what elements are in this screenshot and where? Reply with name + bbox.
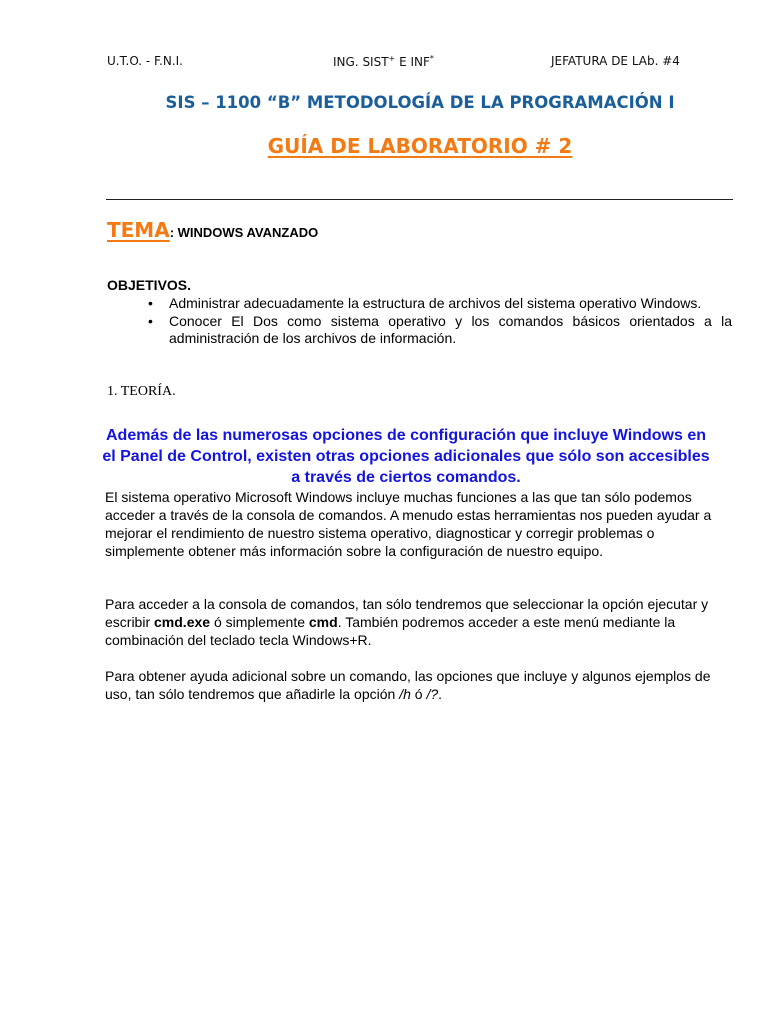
paragraph-3-part-2: ó <box>410 686 427 702</box>
paragraph-2-part-3: . También podremos acceder a este menú mediante la combinación del teclado tecla Windows+R. <box>105 614 676 648</box>
header-sup-plus: + <box>388 54 396 63</box>
highlight-text: Además de las numerosas opciones de configuración que incluye Windows en el Panel de Control, existen otras opciones adicionales que sólo son accesibles a través de ciertos comandos. <box>102 427 710 486</box>
guide-title: GUÍA DE LABORATORIO # 2 <box>267 134 573 158</box>
paragraph-2 <box>105 595 725 649</box>
paragraph-1: El sistema operativo Microsoft Windows incluye muchas funciones a las que tan sólo podemos acceder a través de la consola de comandos. A menudo estas herramientas nos pueden ayudar a mejorar el rendimiento de nuestro sistema operativo, diagnosticar y corregir problemas o simplemente obtener más información sobre la configuración de nuestro equipo. <box>105 489 712 559</box>
bullet-icon: • <box>148 295 153 311</box>
header-department-base: ING. SIST <box>333 55 389 69</box>
bullet-icon: • <box>148 312 153 329</box>
objective-text-1: Administrar adecuadamente la estructura de archivos del sistema operativo Windows. <box>169 295 702 311</box>
header-institution: U.T.O. - F.N.I. <box>107 54 183 68</box>
header-lab: JEFATURA DE LAb. #4 <box>551 54 680 68</box>
topic-line <box>107 218 318 242</box>
paragraph-3-part-1: Para obtener ayuda adicional sobre un comando, las opciones que incluye y algunos ejemplos de uso, tan sólo tendremos que añadirle la opción <box>105 668 711 702</box>
command-cmd-exe: cmd.exe <box>154 614 211 630</box>
option-question: /? <box>426 686 439 702</box>
list-item <box>107 313 732 348</box>
objective-text-2: Conocer El Dos como sistema operativo y los comandos básicos orientados a la administración de los archivos de información. <box>169 312 732 347</box>
header-department <box>333 54 434 69</box>
objectives-list <box>107 295 732 348</box>
objectives-title: OBJETIVOS. <box>107 277 192 293</box>
section-heading: 1. TEORÍA. <box>107 384 176 399</box>
course-title: SIS – 1100 “B” METODOLOGÍA DE LA PROGRAMACIÓN I <box>165 93 675 112</box>
topic-text: : WINDOWS AVANZADO <box>169 225 319 240</box>
option-h: /h <box>399 686 411 702</box>
command-cmd: cmd <box>308 614 338 630</box>
paragraph-3-part-3: . <box>438 686 443 702</box>
list-item <box>107 295 732 313</box>
divider-line <box>106 199 733 200</box>
paragraph-2-part-1: Para acceder a la consola de comandos, tan sólo tendremos que seleccionar la opción ejecutar y escribir <box>105 596 709 630</box>
header-sup-star: * <box>429 54 434 63</box>
header-department-mid: E INF <box>395 55 430 69</box>
topic-label: TEMA <box>107 218 170 242</box>
paragraph-2-part-2: ó simplemente <box>210 614 309 630</box>
paragraph-3 <box>105 667 725 703</box>
